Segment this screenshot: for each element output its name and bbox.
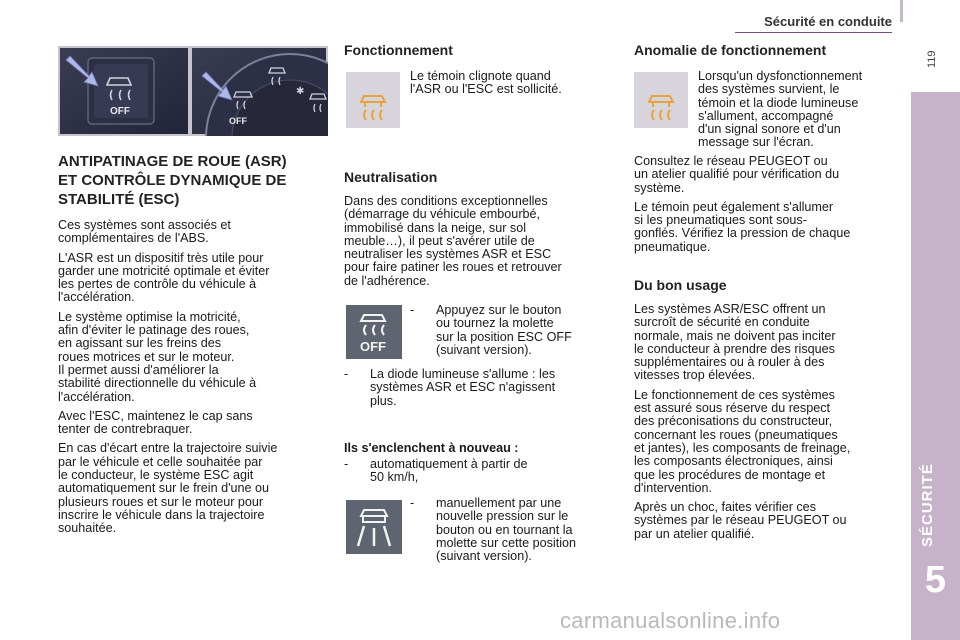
step1-instructions: - Appuyez sur le bouton ou tournez la molette sur la position ESC OFF (suivant version).	[410, 303, 572, 357]
esc-fault-lamp-icon	[634, 72, 688, 128]
watermark-text: carmanualsonline.info	[560, 608, 781, 633]
anomalie-icon-text: Lorsqu'un dysfonctionnement des systèmes survient, le témoin et la diode lumineuse s'allument, accompagné d'un signal sonore et d'un message sur l'écran.	[698, 69, 863, 150]
reengage-manual: - manuellement par une nouvelle pression sur le bouton ou en tournant la molette sur cette position (suivant version).	[410, 496, 577, 564]
snowflake-icon: ✱	[296, 86, 305, 97]
asr-paragraph: L'ASR est un dispositif très utile pour garder une motricité optimale et éviter les pertes de contrôle du véhicule à l'accélération.	[58, 250, 270, 305]
bon-usage-paragraphs	[634, 303, 904, 547]
main-section	[58, 152, 330, 542]
chapter-number: 5	[924, 559, 947, 601]
chapter-side-tab	[911, 92, 960, 640]
traction-control-button-icon	[346, 500, 402, 554]
esc-steering-paragraph: Avec l'ESC, maintenez le cap sans tenter de contrebraquer.	[58, 408, 253, 437]
esc-off-button-icon	[346, 305, 402, 359]
chapter-label: SÉCURITÉ	[919, 463, 936, 547]
fonctionnement-text: Le témoin clignote quand l'ASR ou l'ESC est sollicité.	[410, 69, 562, 97]
anomalie-consult-paragraph: Consultez le réseau PEUGEOT ou un atelier qualifié pour vérification du système.	[634, 154, 840, 195]
bon-usage-paragraph-3: Après un choc, faites vérifier ces systèmes par le réseau PEUGEOT ou par un atelier qualifié.	[634, 500, 847, 541]
fonctionnement-title: Fonctionnement	[344, 42, 453, 58]
asr-warning-lamp-icon	[346, 72, 400, 128]
header-divider	[735, 32, 892, 33]
anomalie-tyre-paragraph: Le témoin peut également s'allumer si les pneumatiques sont sous- gonflés. Vérifiez la pression de chaque pneumatique.	[634, 199, 851, 254]
intro-paragraph: Ces systèmes sont associés et complémentaires de l'ABS.	[58, 218, 231, 246]
section-title-asr-esc: ANTIPATINAGE DE ROUE (ASR) ET CONTRÔLE DYNAMIQUE DE STABILITÉ (ESC)	[58, 153, 287, 208]
off-button-label: OFF	[360, 339, 386, 354]
reengage-title: Ils s'enclenchent à nouveau :	[344, 441, 519, 455]
motricity-paragraph: Le système optimise la motricité, afin d'éviter le patinage des roues, en agissant sur les freins des roues motrices et sur le moteur. Il permet aussi d'améliorer la stabilité directionnelle du véhicule à l'accélération.	[58, 309, 257, 404]
neutralisation-intro: Dans des conditions exceptionnelles (démarrage du véhicule embourbé, immobilisé dans la neige, sur sol meuble…), il peut s'avérer utile de neutraliser les systèmes ASR et ESC pour faire patiner les roues et retrouver de l'adhérence.	[344, 194, 562, 288]
page-header-title: Sécurité en conduite	[764, 14, 892, 29]
page-number: 119	[926, 50, 938, 68]
reengage-auto: - automatiquement à partir de 50 km/h,	[344, 457, 528, 485]
bon-usage-title: Du bon usage	[634, 277, 727, 293]
anomalie-paragraphs	[634, 155, 904, 260]
esc-trajectory-paragraph: En cas d'écart entre la trajectoire suivie par le véhicule et celle souhaitée par le conducteur, le système ESC agit automatiquement sur le frein d'une ou plusieurs roues et sur le moteur pour inscrire le véhicule dans la trajectoire souhaitée.	[58, 441, 278, 536]
bon-usage-paragraph-2: Le fonctionnement de ces systèmes est assuré sous réserve du respect des préconisations du constructeur, concernant les roues (pneumatiques et jantes), les composants de freinage, les composants électroniques, ainsi que les procédures de montage et d'intervention.	[634, 387, 851, 495]
photo-off-label-right: OFF	[229, 116, 247, 126]
dashboard-button-photo	[58, 46, 328, 136]
anomalie-title: Anomalie de fonctionnement	[634, 42, 827, 58]
photo-off-label-left: OFF	[110, 106, 130, 117]
step2-instructions: - La diode lumineuse s'allume : les systèmes ASR et ESC n'agissent plus.	[344, 367, 556, 408]
header-tick-decoration	[900, 0, 903, 22]
bon-usage-paragraph-1: Les systèmes ASR/ESC offrent un surcroît de sécurité en conduite normale, mais ne doivent pas inciter le conducteur à prendre des risques supplémentaires ou à rouler à des vitesses trop élevées.	[634, 302, 836, 383]
neutralisation-title: Neutralisation	[344, 169, 438, 185]
